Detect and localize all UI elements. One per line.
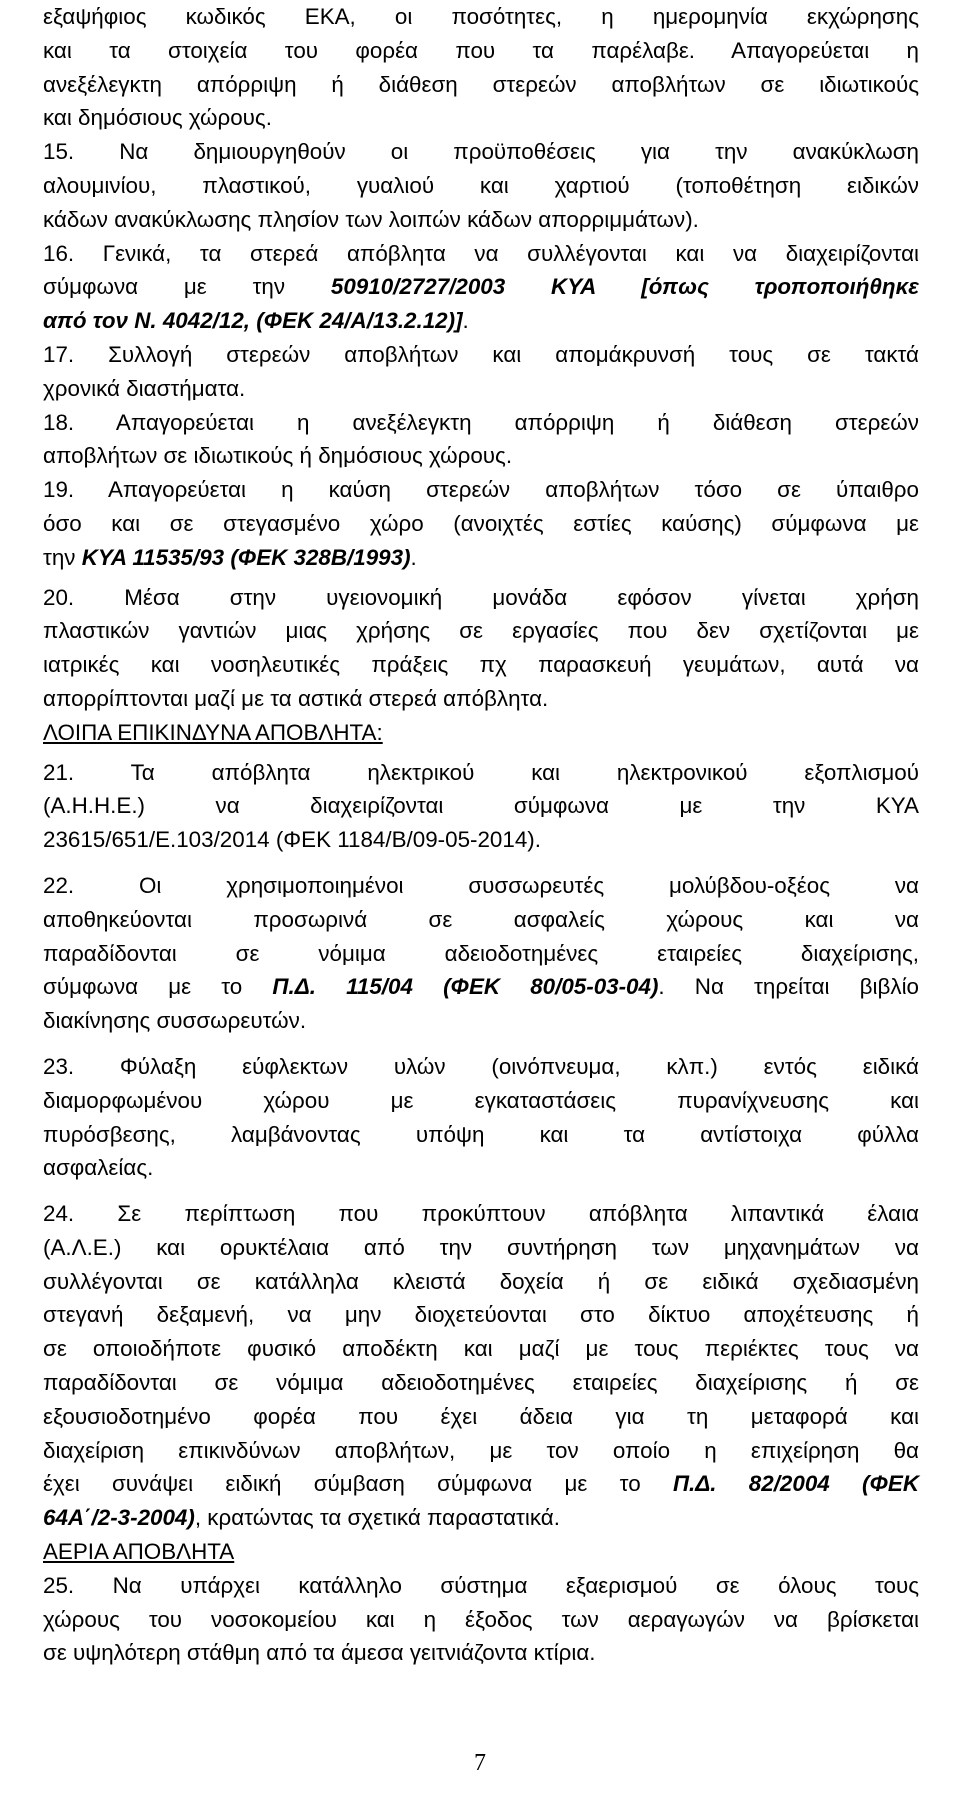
document-body [43,0,919,1670]
paragraph-continuation [43,0,919,135]
text-run: . [462,308,469,334]
text-line: 23. Φύλαξη εύφλεκτων υλών (οινόπνευμα, κλπ.) εντός ειδικά [43,1053,919,1079]
item-20 [43,581,919,716]
legal-reference: Π.Δ. 82/2004 (ΦΕΚ [672,1471,919,1497]
legal-reference: από τον Ν. 4042/12, (ΦΕΚ 24/Α/13.2.12)] [43,308,463,334]
text-line: διαχείριση επικινδύνων αποβλήτων, με τον οποίο η επιχείρηση θα [43,1437,919,1463]
text-line: αλουμινίου, πλαστικού, γυαλιού και χαρτιού (τοποθέτηση ειδικών [43,172,919,198]
text-line: αποθηκεύονται προσωρινά σε ασφαλείς χώρους και να [43,906,919,932]
text-line [43,1501,919,1535]
item-24 [43,1197,919,1535]
item-17 [43,338,919,406]
text-run: έχει συνάψει ειδική σύμβαση σύμφωνα με το [43,1471,673,1497]
text-line [43,970,919,1004]
text-line: σε οποιοδήποτε φυσικό αποδέκτη και μαζί με τους περιέκτες τους να [43,1336,919,1362]
legal-reference: ΚΥΑ 11535/93 (ΦΕΚ 328Β/1993) [81,544,411,570]
text-run: σύμφωνα με την [43,274,331,300]
text-line: στεγανή δεξαμενή, να μην διοχετεύονται στο δίκτυο αποχέτευσης ή [43,1302,919,1328]
legal-reference: 64Α΄/2-3-2004) [43,1505,195,1531]
text-line [43,304,919,338]
item-15 [43,135,919,236]
text-line: ανεξέλεγκτη απόρριψη ή διάθεση στερεών αποβλήτων σε ιδιωτικούς [43,71,919,97]
text-line: και δημόσιους χώρους. [43,105,272,131]
text-run: . Να τηρείται βιβλίο [658,974,919,1000]
page-number: 7 [474,1750,486,1776]
legal-reference: 50910/2727/2003 ΚΥΑ [όπως τροποποιήθηκε [330,274,919,300]
text-line: ιατρικές και νοσηλευτικές πράξεις πχ παρασκευή γευμάτων, αυτά να [43,652,919,678]
text-line: 17. Συλλογή στερεών αποβλήτων και απομάκρυνσή τους σε τακτά [43,341,919,367]
text-line: σε υψηλότερη στάθμη από τα άμεσα γειτνιάζοντα κτίρια. [43,1640,596,1666]
item-19 [43,473,919,574]
text-run: σύμφωνα με το [43,974,273,1000]
text-line: εξαψήφιος κωδικός ΕΚΑ, οι ποσότητες, η ημερομηνία εκχώρησης [43,4,919,29]
section-heading-air-emissions: ΑΕΡΙΑ ΑΠΟΒΛΗΤΑ [43,1539,235,1565]
text-line: παραδίδονται σε νόμιμα αδειοδοτημένες εταιρείες διαχείρισης, [43,940,919,966]
text-line: 22. Οι χρησιμοποιημένοι συσσωρευτές μολύβδου-οξέος να [43,872,919,898]
text-line [43,270,919,304]
text-line: πλαστικών γαντιών μιας χρήσης σε εργασίες που δεν σχετίζονται με [43,618,919,644]
text-line: πυρόσβεσης, λαμβάνοντας υπόψη και τα αντίστοιχα φύλλα [43,1121,919,1147]
text-line: χώρους του νοσοκομείου και η έξοδος των αεραγωγών να βρίσκεται [43,1606,919,1632]
text-line: αποβλήτων σε ιδιωτικούς ή δημόσιους χώρους. [43,443,513,469]
text-run: , κρατώντας τα σχετικά παραστατικά. [194,1505,560,1531]
spacer [43,1185,919,1197]
item-23 [43,1050,919,1185]
text-line: 25. Να υπάρχει κατάλληλο σύστημα εξαερισμού σε όλους τους [43,1572,919,1598]
item-21 [43,756,919,857]
item-25 [43,1569,919,1670]
text-line: χρονικά διαστήματα. [43,375,246,401]
spacer [43,1038,919,1050]
text-line: ασφαλείας. [43,1155,154,1181]
item-22 [43,869,919,1038]
text-run: την [43,544,82,570]
text-line: παραδίδονται σε νόμιμα αδειοδοτημένες εταιρείες διαχείρισης ή σε [43,1370,919,1396]
text-line [43,541,919,575]
text-line: διαμορφωμένου χώρου με εγκαταστάσεις πυρανίχνευσης και [43,1087,919,1113]
text-run: . [410,544,417,570]
text-line: 16. Γενικά, τα στερεά απόβλητα να συλλέγονται και να διαχειρίζονται [43,240,919,266]
text-line: απορρίπτονται μαζί με τα αστικά στερεά απόβλητα. [43,685,549,711]
text-line: 21. Τα απόβλητα ηλεκτρικού και ηλεκτρονικού εξοπλισμού [43,759,919,785]
spacer [43,857,919,869]
text-line: 19. Απαγορεύεται η καύση στερεών αποβλήτων τόσο σε ύπαιθρο [43,477,919,503]
text-line: (Α.Λ.Ε.) και ορυκτέλαια από την συντήρηση των μηχανημάτων να [43,1234,919,1260]
text-line: εξουσιοδοτημένο φορέα που έχει άδεια για τη μεταφορά και [43,1403,919,1429]
text-line: συλλέγονται σε κατάλληλα κλειστά δοχεία ή σε ειδικά σχεδιασμένη [43,1268,919,1294]
text-line: 24. Σε περίπτωση που προκύπτουν απόβλητα λιπαντικά έλαια [43,1201,919,1227]
text-line: 23615/651/Ε.103/2014 (ΦΕΚ 1184/Β/09-05-2014). [43,827,541,853]
text-line: (Α.Η.Η.Ε.) να διαχειρίζονται σύμφωνα με την ΚΥΑ [43,793,919,819]
text-line: διακίνησης συσσωρευτών. [43,1008,307,1034]
item-18 [43,406,919,474]
section-heading-other-hazardous: ΛΟΙΠΑ ΕΠΙΚΙΝΔΥΝΑ ΑΠΟΒΛΗΤΑ: [43,719,383,745]
text-line [43,1467,919,1501]
text-line: όσο και σε στεγασμένο χώρο (ανοιχτές εστίες καύσης) σύμφωνα με [43,510,919,536]
text-line: 20. Μέσα στην υγειονομική μονάδα εφόσον γίνεται χρήση [43,584,919,610]
text-line: 18. Απαγορεύεται η ανεξέλεγκτη απόρριψη ή διάθεση στερεών [43,409,919,435]
text-line: και τα στοιχεία του φορέα που τα παρέλαβε. Απαγορεύεται η [43,37,919,63]
text-line: 15. Να δημιουργηθούν οι προϋποθέσεις για την ανακύκλωση [43,139,919,165]
text-line: κάδων ανακύκλωσης πλησίον των λοιπών κάδων απορριμμάτων). [43,206,699,232]
legal-reference: Π.Δ. 115/04 (ΦΕΚ 80/05-03-04) [272,974,659,1000]
item-16 [43,237,919,338]
